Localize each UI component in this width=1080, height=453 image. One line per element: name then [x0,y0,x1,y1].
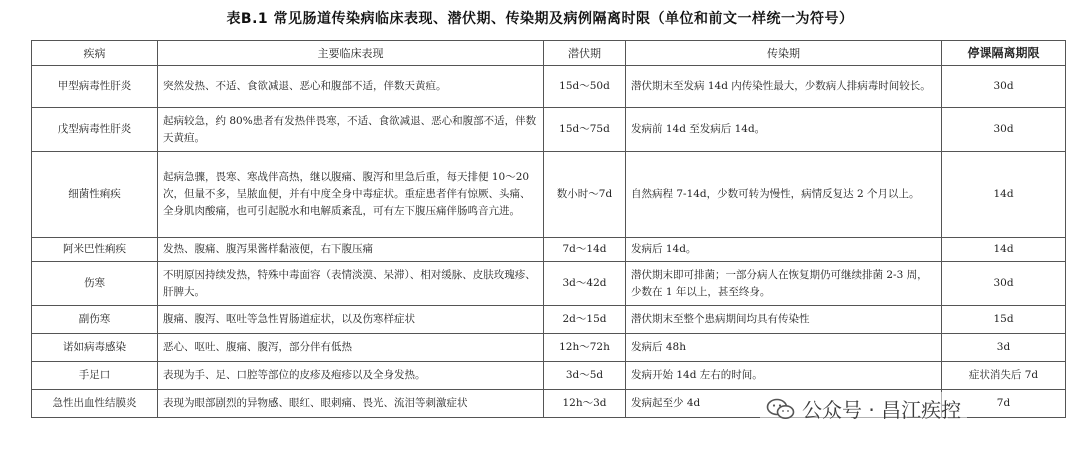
cell-symptoms: 恶心、呕吐、腹痛、腹泻，部分伴有低热 [158,334,544,362]
table-row [32,262,1066,306]
table-row [32,306,1066,334]
cell-incubation: 15d～75d [544,108,626,152]
cell-disease: 诺如病毒感染 [32,334,158,362]
cell-infectious: 发病开始 14d 左右的时间。 [626,362,942,390]
cell-disease: 伤寒 [32,262,158,306]
cell-symptoms: 不明原因持续发热，特殊中毒面容（表情淡漠、呆滞）、相对缓脉、皮肤玫瑰疹、肝脾大。 [158,262,544,306]
header-symptoms: 主要临床表现 [158,41,544,66]
cell-symptoms: 发热、腹痛、腹泻果酱样黏液便，右下腹压痛 [158,238,544,262]
cell-disease: 阿米巴性痢疾 [32,238,158,262]
cell-incubation: 数小时～7d [544,152,626,238]
header-row [32,41,1066,66]
cell-symptoms: 腹痛、腹泻、呕吐等急性胃肠道症状，以及伤寒样症状 [158,306,544,334]
cell-isolation: 14d [942,152,1066,238]
cell-infectious: 发病后 48h [626,334,942,362]
cell-isolation: 30d [942,262,1066,306]
cell-symptoms: 突然发热、不适、食欲减退、恶心和腹部不适，伴数天黄疸。 [158,66,544,108]
cell-isolation: 症状消失后 7d [942,362,1066,390]
cell-disease: 戊型病毒性肝炎 [32,108,158,152]
cell-isolation: 15d [942,306,1066,334]
table-row [32,334,1066,362]
header-disease: 疾病 [32,41,158,66]
cell-disease: 甲型病毒性肝炎 [32,66,158,108]
wechat-icon [766,397,796,421]
cell-infectious: 自然病程 7-14d，少数可转为慢性，病情反复达 2 个月以上。 [626,152,942,238]
cell-symptoms: 起病急骤，畏寒、寒战伴高热，继以腹痛、腹泻和里急后重，每天排便 10～20 次，但量不多，呈脓血便，并有中度全身中毒症状。重症患者伴有惊厥、头痛、全身肌肉酸痛，也可引起脱水和电解质紊乱，可有左下腹压痛伴肠鸣音亢进。 [158,152,544,238]
cell-incubation: 7d～14d [544,238,626,262]
cell-disease: 细菌性痢疾 [32,152,158,238]
cell-incubation: 3d～42d [544,262,626,306]
header-isolation: 停课隔离期限 [942,41,1066,66]
cell-infectious: 潜伏期末至发病 14d 内传染性最大，少数病人排病毒时间较长。 [626,66,942,108]
cell-infectious: 发病后 14d。 [626,238,942,262]
cell-infectious: 发病起至少 4d [626,390,942,418]
cell-isolation: 30d [942,108,1066,152]
cell-symptoms: 表现为眼部剧烈的异物感、眼红、眼刺痛、畏光、流泪等刺激症状 [158,390,544,418]
cell-infectious: 潜伏期末至整个患病期间均具有传染性 [626,306,942,334]
cell-disease: 副伤寒 [32,306,158,334]
cell-incubation: 12h～72h [544,334,626,362]
table-row [32,362,1066,390]
cell-incubation: 2d～15d [544,306,626,334]
table-row [32,238,1066,262]
cell-symptoms: 起病较急，约 80%患者有发热伴畏寒，不适、食欲减退、恶心和腹部不适，伴数天黄疸。 [158,108,544,152]
cell-symptoms: 表现为手、足、口腔等部位的皮疹及疱疹以及全身发热。 [158,362,544,390]
watermark-text: 公众号 · 昌江疾控 [802,398,962,422]
cell-disease: 急性出血性结膜炎 [32,390,158,418]
cell-isolation: 7d [942,390,1066,418]
header-infectious: 传染期 [626,41,942,66]
cell-isolation: 30d [942,66,1066,108]
header-incubation: 潜伏期 [544,41,626,66]
cell-incubation: 12h～3d [544,390,626,418]
table-title: 表B.1 常见肠道传染病临床表现、潜伏期、传染期及病例隔离时限（单位和前文一样统一为符号） [226,11,854,27]
cell-infectious: 潜伏期末即可排菌；一部分病人在恢复期仍可继续排菌 2-3 周，少数在 1 年以上，甚至终身。 [626,262,942,306]
cell-disease: 手足口 [32,362,158,390]
cell-isolation: 3d [942,334,1066,362]
table-row [32,152,1066,238]
disease-table [31,40,1066,418]
cell-infectious: 发病前 14d 至发病后 14d。 [626,108,942,152]
watermark [760,392,967,425]
table-row [32,108,1066,152]
cell-incubation: 15d～50d [544,66,626,108]
cell-isolation: 14d [942,238,1066,262]
cell-incubation: 3d～5d [544,362,626,390]
table-row [32,66,1066,108]
